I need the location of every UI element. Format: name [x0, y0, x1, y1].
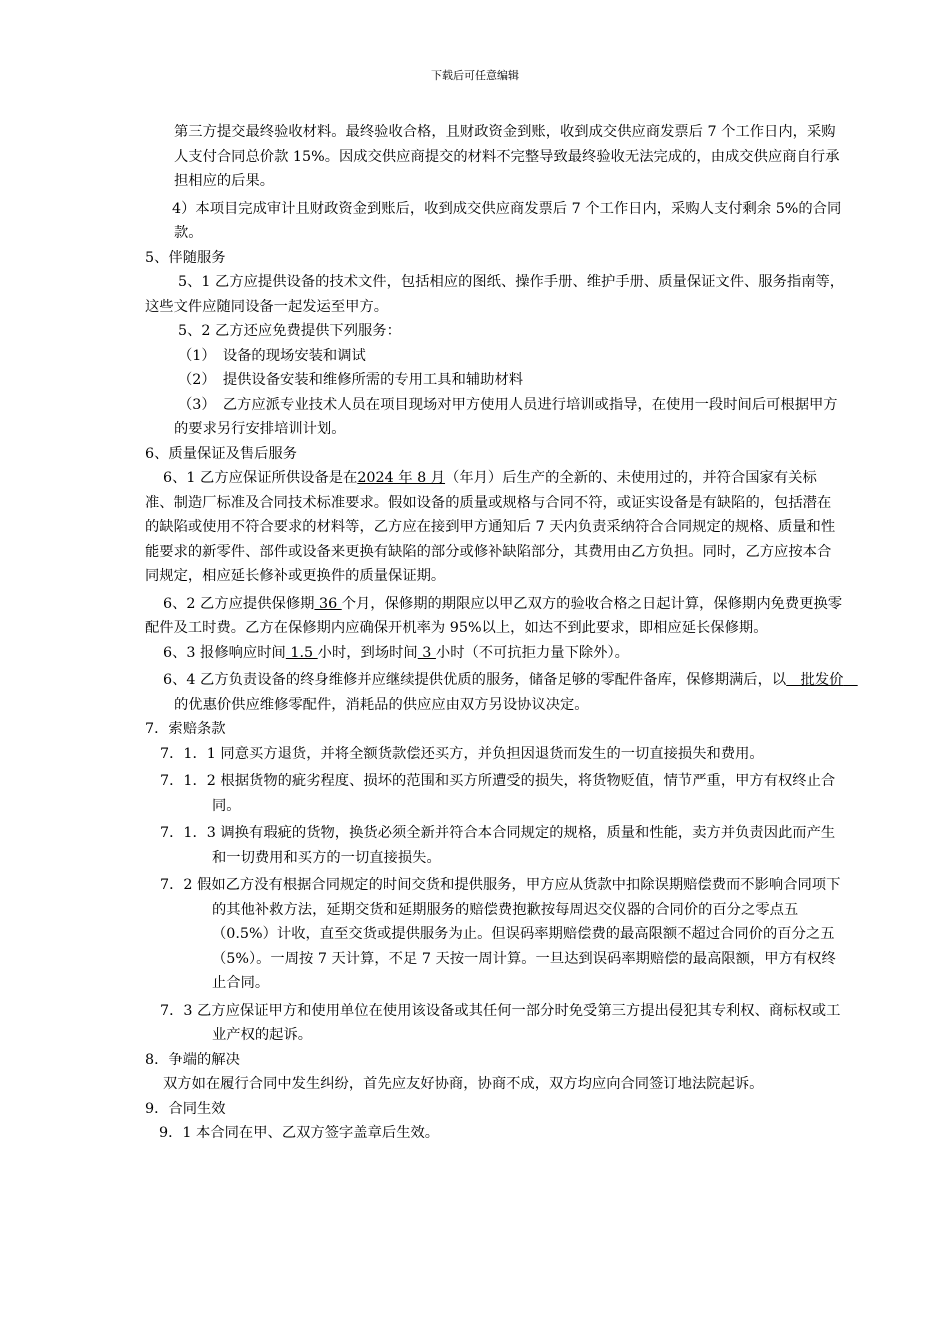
production-date: 2024 年 8 月: [357, 470, 446, 486]
clause-6-4-rest: 的优惠价供应维修零配件，消耗品的供应应由双方另设协议决定。: [174, 696, 589, 713]
warranty-months: 36: [314, 595, 342, 612]
clause-6-3: [145, 641, 845, 666]
page-header: 下载后可任意编辑: [431, 69, 519, 82]
clause-8-1: 双方如在履行合同中发生纠纷，首先应友好协商，协商不成，双方均应向合同签订地法院起诉。: [163, 1076, 764, 1092]
contract-body: [145, 120, 858, 1146]
clause-7-1-2: 7．1．2 根据货物的疵劣程度、损坏的范围和买方所遭受的损失，将货物贬值，情节严重，甲方有权终止合同。: [160, 773, 836, 814]
clause-5-1: 5、1 乙方应提供设备的技术文件，包括相应的图纸、操作手册、维护手册、质量保证文件、服务指南等，这些文件应随同设备一起发运至甲方。: [145, 274, 845, 315]
clause-6-3-lead: 6、3 报修响应时间: [163, 644, 286, 661]
clause-6-1-rest: （年月）后生产的全新的、未使用过的，并符合国家有关标准、制造厂标准及合同技术标准要求。假如设备的质量或规格与合同不符，或证实设备是有缺陷的，包括潜在的缺陷或使用不符合要求的材料等，乙方应在接到甲方通知后 7 天内负责采纳符合合同规定的规格、质量和性能要求的新零件、部件或设备来更换有缺陷的部分或修补缺陷部分，其费用由乙方负担。同时，乙方应按本合同规定，相应延长修补或更换件的质量保证期。: [145, 470, 836, 584]
clause-6-2-lead: 6、2 乙方应提供保修期: [163, 595, 315, 612]
service-item-3: （3） 乙方应派专业技术人员在项目现场对甲方使用人员进行培训或指导，在使用一段时间后可根据甲方的要求另行安排培训计划。: [174, 396, 838, 437]
clause-7-1-1: 7．1．1 同意买方退货，并将全额货款偿还买方，并负担因退货而发生的一切直接损失和费用。: [160, 745, 764, 762]
response-hours: 1.5: [285, 644, 318, 661]
clause-9-1: 9．1 本合同在甲、乙双方签字盖章后生效。: [159, 1125, 440, 1141]
section-heading-7: 7．索赔条款: [145, 721, 226, 737]
service-item-1: （1） 设备的现场安装和调试: [178, 347, 366, 364]
clause-6-1-lead: 6、1 乙方应保证所供设备是在: [163, 470, 358, 486]
section-heading-8: 8．争端的解决: [145, 1051, 240, 1068]
clause-7-3: 7．3 乙方应保证甲方和使用单位在使用该设备或其任何一部分时免受第三方提出侵犯其专利权、商标权或工业产权的起诉。: [160, 1002, 841, 1043]
clause-6-4-lead: 6、4 乙方负责设备的终身维修并应继续提供优质的服务，储备足够的零配件备库，保修期满后，以: [163, 672, 787, 688]
clause-5-2: 5、2 乙方还应免费提供下列服务：: [178, 323, 401, 339]
clause-6-2-rest: 个月，保修期的期限应以甲乙双方的验收合格之日起计算，保修期内免费更换零配件及工时费。乙方在保修期内应确保开机率为 95%以上，如达不到此要求，即相应延长保修期。: [145, 595, 843, 636]
section-heading-6: 6、质量保证及售后服务: [145, 445, 298, 462]
clause-6-3-mid: 小时，到场时间: [317, 644, 418, 661]
clause-6-2: [145, 592, 845, 641]
clause-6-3-rest: 小时（不可抗拒力量下除外）。: [435, 644, 629, 661]
paragraph-text: 4）本项目完成审计且财政资金到账后，收到成交供应商发票后 7 个工作日内，采购人支付剩余 5%的合同款。: [172, 200, 842, 241]
clause-7-1-3: 7．1．3 调换有瑕疵的货物，换货必须全新并符合本合同规定的规格，质量和性能，卖方并负责因此而产生和一切费用和买方的一切直接损失。: [160, 825, 836, 866]
clause-6-1: [145, 466, 845, 589]
clause-6-4: [145, 668, 858, 717]
paragraph-payment-remaining: [145, 197, 845, 246]
section-heading-5: 5、伴随服务: [145, 249, 226, 266]
service-item-2: （2） 提供设备安装和维修所需的专用工具和辅助材料: [178, 372, 524, 388]
clause-7-2: 7．2 假如乙方没有根据合同规定的时间交货和提供服务，甲方应从货款中扣除误期赔偿费而不影响合同项下的其他补救方法，延期交货和延期服务的赔偿费抱歉按每周迟交仪器的合同价的百分之零点五（0.5%）计收，直至交货或提供服务为止。但误码率期赔偿费的最高限额不超过合同价的百分之五（5%）。一周按 7 天计算，不足 7 天按一周计算。一旦达到误码率期赔偿的最高限额，甲方有权终止合同。: [160, 877, 841, 991]
parts-price-basis: 批发价: [786, 672, 858, 688]
section-heading-9: 9．合同生效: [145, 1100, 226, 1117]
paragraph-acceptance-final: 第三方提交最终验收材料。最终验收合格，且财政资金到账，收到成交供应商发票后 7 个工作日内，采购人支付合同总价款 15%。因成交供应商提交的材料不完整导致最终验收无法完成的，由成交供应商自行承担相应的后果。: [174, 124, 840, 189]
arrival-hours: 3: [417, 644, 436, 661]
